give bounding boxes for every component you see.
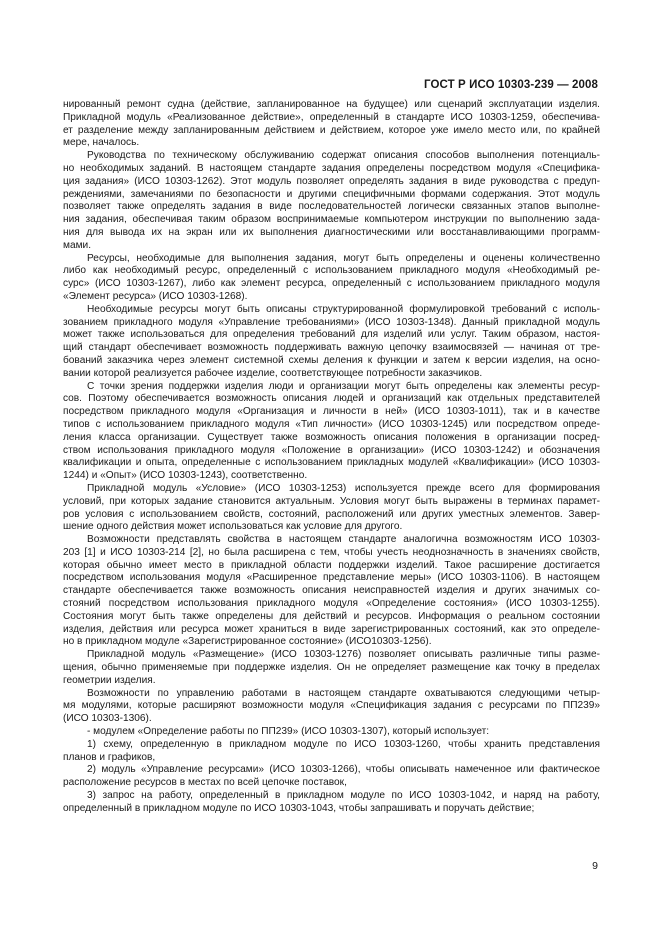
text-line: геометрии изделия. [63, 674, 156, 686]
page-number: 9 [592, 860, 598, 872]
text-line: сурс» (ИСО 10303-1267), либо как элемент ресурса, определенный с использованием прикладного модуля [63, 278, 600, 290]
text-line: ет разделение между запланированным действием и действием, которое уже имело место или, по крайней [63, 124, 600, 136]
text-line: вании которой реализуется рабочее изделие, соответствующее потребности заказчиков. [63, 367, 483, 379]
text-line: С точки зрения поддержки изделия люди и организации могут быть определены как элементы ресур- [87, 380, 600, 392]
text-line: Ресурсы, необходимые для выполнения задания, могут быть определены и оценены количественно [87, 252, 600, 264]
text-line: посредством использования модуля «Расширенное представление меры» (ИСО 10303-1106). В настоящем [63, 572, 600, 584]
text-line: щения, обычно применяемые при поддержке изделия. Он не определяет размещение как точку в пределах [63, 662, 600, 674]
text-line: Возможности по управлению работами в настоящем стандарте охватываются следующими четыр- [87, 687, 600, 699]
text-line: сов. Поэтому обеспечивается возможность описания людей и организаций как отдельных представителей [63, 393, 600, 405]
text-line: Прикладной модуль «Размещение» (ИСО 10303-1276) позволяет описывать различные типы разме- [87, 649, 600, 661]
text-line: но необходимых заданий. В настоящем стандарте задания определены посредством модуля «Специфика- [63, 162, 600, 174]
text-line: типов с использованием прикладного модуля «Тип личности» (ИСО 10303-1245) или посредством опреде- [63, 418, 600, 430]
paragraph [63, 764, 600, 790]
text-line: 203 [1] и ИСО 10303-214 [2], но была расширена с тем, чтобы учесть неоднозначность в значениях свойств, [63, 546, 600, 558]
document-header: ГОСТ Р ИСО 10303-239 — 2008 [423, 79, 598, 91]
text-line: посредством прикладного модуля «Организация и личности в ней» (ИСО 10303-1011), так и в качестве [63, 406, 600, 418]
text-line: 3) запрос на работу, определенный в прикладном модуле по ИСО 10303-1042, и наряд на работу, [87, 790, 600, 802]
text-line: 2) модуль «Управление ресурсами» (ИСО 10303-1266), чтобы описывать намеченное или фактическое [87, 764, 600, 776]
text-line: нированный ремонт судна (действие, запланированное на будущее) или сценарий эксплуатации изделия. [63, 99, 600, 110]
text-line: 1244) и «Опыт» (ИСО 10303-1243), соответственно. [63, 470, 308, 482]
text-line: ством использования прикладного модуля «Положение в организации» (ИСО 10303-1242) и обозначения [63, 444, 600, 456]
text-line: мами. [63, 239, 92, 251]
paragraph [63, 726, 600, 739]
text-line: бований заказчика через элемент системной схемы деления к функции и затем к версии изделия, на осно- [63, 354, 600, 366]
text-line: ления класса организации. Существует также возможность описания положения в организации посред- [63, 431, 600, 443]
text-line: зованием прикладного модуля «Управление требованиями» (ИСО 10303-1348). Данный прикладной модуль [63, 316, 600, 328]
text-line: Возможности представлять свойства в настоящем стандарте аналогична возможностям ИСО 10303- [87, 534, 600, 546]
text-line: но в прикладном модуле «Зарегистрированное состояние» (ИСО10303-1256). [63, 636, 432, 648]
text-line: мере, началось. [63, 137, 140, 149]
text-line: реждениями, замечаниями по безопасности и другими специфичными формами содержания. Этот модуль [63, 188, 600, 200]
paragraph [63, 739, 600, 765]
text-line: расположение ресурсов в местах по всей цепочке поставок, [63, 777, 347, 789]
text-line: Прикладной модуль «Условие» (ИСО 10303-1253) используется прежде всего для формирования [87, 482, 600, 494]
paragraph [63, 483, 600, 534]
paragraph [63, 534, 600, 649]
text-line: Руководства по техническому обслуживанию содержат описания способов выполнения потенциаль- [87, 150, 600, 162]
paragraph [63, 381, 600, 483]
text-line: щий стандарт обеспечивает возможность поддерживать важную цепочку взаимосвязей — начиная от тре- [63, 342, 600, 354]
text-line: «Элемент ресурса» (ИСО 10303-1268). [63, 290, 248, 302]
text-line: шение одного действия может использоваться как условие для другого. [63, 521, 403, 533]
text-line: ния задания, обеспечивая таким образом воспринимаемые компьютером инструкции по выполнению зада- [63, 214, 600, 226]
text-line: стандарте обеспечивается также возможность описания неисправностей изделия и других значимых со- [63, 585, 600, 597]
text-line: мя модулями, которые расширяют возможности модуля «Спецификация задания с ресурсами по ПП239» [63, 700, 600, 712]
text-line: 1) схему, определенную в прикладном модуле по ИСО 10303-1260, чтобы хранить представления [87, 738, 600, 750]
text-line: Состояния могут быть также определены для действий и ресурсов. Информация о реальном состоянии [63, 610, 600, 622]
text-line: изделия, действия или ресурса может храниться в виде зарегистрированных состояний, как это определе- [63, 623, 600, 635]
text-line: Необходимые ресурсы могут быть описаны структурированной формулировкой требований с исполь- [87, 303, 600, 315]
text-line: ция задания» (ИСО 10303-1262). Этот модуль позволяет определять задания в виде руководства с предуп- [63, 175, 600, 187]
paragraph [63, 790, 600, 816]
text-line: может также использоваться для определения требований для изделий или услуг. Таким образом, настоя- [63, 329, 600, 341]
paragraph [63, 304, 600, 381]
paragraph [63, 99, 600, 150]
text-line: (ИСО 10303-1306). [63, 713, 152, 725]
paragraph [63, 253, 600, 304]
text-line: которая обычно имеет место в прикладной области поддержки изделий. Такое расширение достигается [63, 559, 600, 571]
text-line: ния для вывода их на экран или их выполнения диагностическими или восстанавливающими программ- [63, 226, 600, 238]
text-line: определенный в прикладном модуле по ИСО 10303-1043, чтобы запрашивать и поручать действие; [63, 802, 535, 814]
text-line: либо как необходимый ресурс, определенный с использованием прикладного модуля «Необходимый ре- [63, 265, 600, 277]
text-line: стояний посредством использования прикладного модуля «Определение состояния» (ИСО 10303-1255). [63, 598, 600, 610]
text-line: Прикладной модуль «Реализованное действие», определенный в стандарте ИСО 10303-1259, обеспечива- [63, 111, 600, 123]
paragraph [63, 150, 600, 252]
paragraph [63, 688, 600, 726]
text-line: условий, при которых задание становится актуальным. Условия могут быть выражены в терминах парамет- [63, 495, 600, 507]
text-line: позволяет также определять задания в виде последовательностей логически связанных этапов выполне- [63, 201, 600, 213]
text-line: квалификации и опыта, определенные с использованием прикладных модулей «Квалификации» (ИСО 10303- [63, 457, 600, 469]
text-line: ров условия с использованием свойств, состояний, расположений или других уместных элементов. Завер- [63, 508, 600, 520]
text-line: планов и графиков, [63, 751, 156, 763]
paragraph [63, 649, 600, 687]
document-body [63, 99, 600, 816]
text-line: - модулем «Определение работы по ПП239» (ИСО 10303-1307), который использует: [87, 726, 490, 738]
